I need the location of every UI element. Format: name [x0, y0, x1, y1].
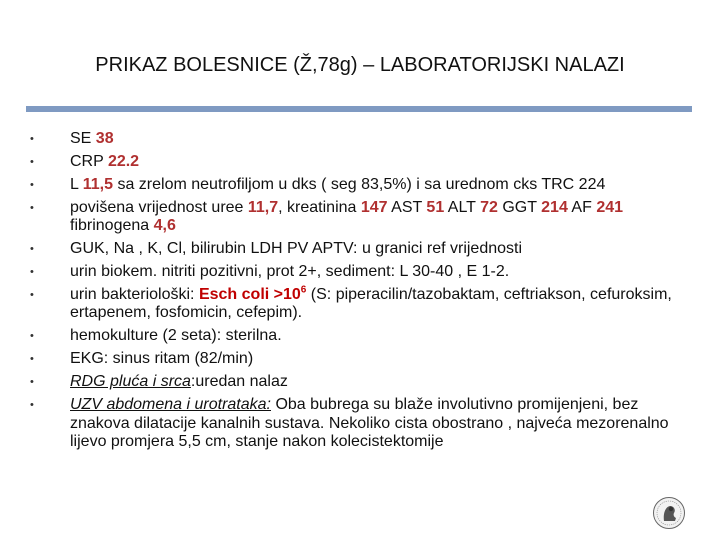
bullet-icon: •: [30, 399, 34, 412]
guk-text: GUK, Na , K, Cl, bilirubin LDH PV APTV: u granici ref vrijednosti: [70, 240, 523, 258]
l-rest: sa zrelom neutrofiljom u dks ( seg 83,5%) i sa urednom cks TRC 224: [113, 176, 606, 193]
list-item-uzv: [22, 396, 692, 451]
rdg-rest: :uredan nalaz: [190, 373, 288, 391]
rdg-label: RDG pluća i srca: [70, 373, 191, 391]
list-item-urea: [22, 199, 692, 235]
crp-label: CRP: [70, 153, 108, 170]
af-value: 241: [596, 199, 624, 216]
l-label: L: [70, 176, 83, 193]
alt-text: ALT: [444, 199, 481, 216]
list-item-rdg: [22, 373, 692, 391]
l-value: 11,5: [82, 176, 114, 193]
list-item-se: [22, 130, 692, 148]
uzv-rest: Oba bubrega su blaže involutivno promijenjeni, bez znakova dilatacije kanalnih sustava. Nekoliko cista obostrano , najveća mezorenalno lijevo promjera 5,5 cm, stanje nakon kolecistektomije: [70, 396, 669, 450]
ggt-text: GGT: [497, 199, 542, 216]
hemo-text: hemokulture (2 seta): sterilna.: [70, 327, 282, 345]
slide-title: PRIKAZ BOLESNICE (Ž,78g) – LABORATORIJSKI NALAZI: [95, 54, 625, 76]
bullet-icon: •: [30, 266, 34, 279]
list-item-leukocytes: [22, 176, 692, 194]
ekg-text: EKG: sinus ritam (82/min): [70, 350, 254, 368]
kreatinin-text: , kreatinina: [278, 199, 361, 216]
list-item-crp: [22, 153, 692, 171]
se-value: 38: [95, 130, 114, 147]
urea-text: povišena vrijednost uree: [70, 199, 248, 216]
urea-value: 11,7: [247, 199, 279, 216]
bullet-icon: •: [30, 330, 34, 343]
bullet-icon: •: [30, 289, 34, 302]
crp-value: 22.2: [107, 153, 140, 170]
list-item-ekg: [22, 350, 692, 368]
bullet-icon: •: [30, 133, 34, 145]
bullet-icon: •: [30, 376, 34, 389]
list-item-urinokultura: [22, 286, 692, 322]
bullet-icon: •: [30, 202, 34, 214]
uzv-label: UZV abdomena i urotrataka:: [70, 396, 271, 414]
ast-text: AST: [387, 199, 427, 216]
se-label: SE: [70, 130, 96, 147]
af-text: AF: [567, 199, 597, 216]
esch-coli-value: Esch coli >10: [198, 286, 301, 304]
fibrinogen-text: fibrinogena: [70, 217, 154, 235]
lab-findings-list: [22, 130, 692, 456]
list-item-hemokulture: [22, 327, 692, 345]
institution-logo-icon: [652, 496, 686, 530]
bullet-icon: •: [30, 179, 34, 191]
bullet-icon: •: [30, 156, 34, 168]
bullet-icon: •: [30, 243, 34, 256]
ast-value: 51: [426, 199, 445, 216]
list-item-urin: [22, 263, 692, 281]
list-item-guk: [22, 240, 692, 258]
kreatinin-value: 147: [360, 199, 388, 216]
ggt-value: 214: [541, 199, 568, 216]
sensitivity-text: (S: piperacilin/tazobaktam, ceftriakson, cefuroksim, ertapenem, fosfomicin, cefepim).: [70, 286, 672, 322]
bakt-text: urin bakteriološki:: [70, 286, 199, 304]
title-divider: [26, 106, 692, 112]
bullet-icon: •: [30, 353, 34, 366]
alt-value: 72: [480, 199, 498, 216]
urin-text: urin biokem. nitriti pozitivni, prot 2+, sediment: L 30-40 , E 1-2.: [70, 263, 510, 281]
esch-coli-exponent: 6: [300, 284, 307, 296]
fibrinogen-value: 4,6: [153, 217, 176, 235]
